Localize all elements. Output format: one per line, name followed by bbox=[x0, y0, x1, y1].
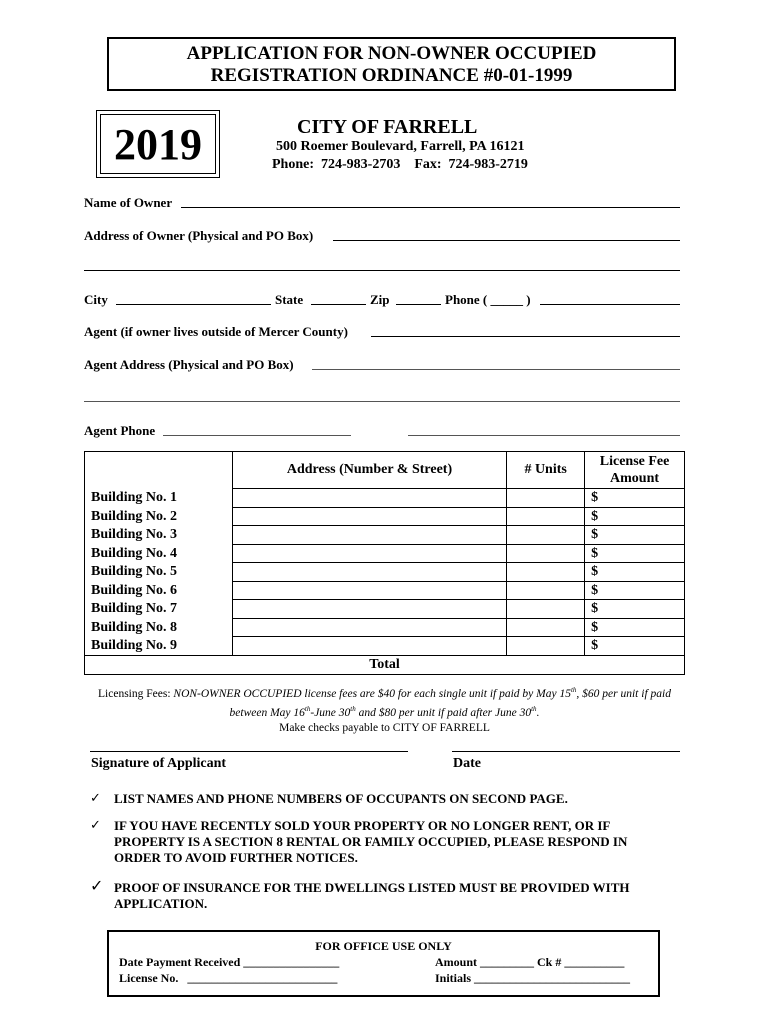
building-address-cell[interactable] bbox=[232, 618, 506, 637]
city-label: City bbox=[84, 292, 108, 307]
fees-sup-2: th bbox=[304, 704, 311, 713]
city-field[interactable] bbox=[116, 304, 271, 305]
table-row bbox=[85, 544, 685, 563]
building-address-cell[interactable] bbox=[232, 637, 506, 656]
form-title-line1: APPLICATION FOR NON-OWNER OCCUPIED bbox=[186, 43, 597, 64]
amount-check-number[interactable]: Amount _________ Ck # __________ bbox=[435, 955, 625, 969]
fees-text-c: -June 30 bbox=[310, 706, 351, 719]
fees-text-a: NON-OWNER OCCUPIED license fees are $40 for each single unit if paid by May 15 bbox=[173, 687, 571, 700]
checkmark-icon: ✓ bbox=[90, 791, 101, 806]
fees-text-e: . bbox=[536, 706, 540, 719]
agent-phone-field-2[interactable] bbox=[408, 435, 680, 436]
building-address-cell[interactable] bbox=[232, 563, 506, 582]
fees-sup-3: th bbox=[350, 704, 356, 713]
phone-field[interactable] bbox=[540, 304, 680, 305]
building-address-cell[interactable] bbox=[232, 581, 506, 600]
agent-name-field[interactable] bbox=[371, 336, 680, 337]
agent-phone-label: Agent Phone bbox=[84, 423, 156, 438]
notice-text-2: IF YOU HAVE RECENTLY SOLD YOUR PROPERTY OR NO LONGER RENT, OR IF PROPERTY IS A SECTION 8 RENTAL OR FAMILY OCCUPIED, PLEASE RESPOND IN ORDER TO AVOID FURTHER NOTICES. bbox=[114, 818, 628, 865]
date-payment-received[interactable]: Date Payment Received ________________ bbox=[119, 955, 340, 969]
state-label: State bbox=[275, 292, 304, 307]
building-fee-cell[interactable]: $ bbox=[585, 489, 685, 508]
building-units-cell[interactable] bbox=[507, 600, 585, 619]
fees-text-b: , $60 per unit if paid between May 16 bbox=[229, 687, 671, 719]
table-row bbox=[85, 526, 685, 545]
header-fee-line2: Amount bbox=[610, 471, 660, 486]
year-value: 2019 bbox=[100, 114, 216, 174]
building-label: Building No. 8 bbox=[85, 618, 233, 637]
city-name: CITY OF FARRELL bbox=[297, 116, 478, 138]
building-fee-cell[interactable]: $ bbox=[585, 563, 685, 582]
building-label: Building No. 2 bbox=[85, 507, 233, 526]
header-building-cell bbox=[85, 452, 233, 489]
building-label: Building No. 7 bbox=[85, 600, 233, 619]
total-label: Total bbox=[85, 655, 685, 674]
building-units-cell[interactable] bbox=[507, 544, 585, 563]
zip-label: Zip bbox=[370, 292, 390, 307]
building-units-cell[interactable] bbox=[507, 637, 585, 656]
fees-sup-1: th bbox=[570, 686, 577, 694]
total-row bbox=[85, 655, 685, 674]
building-fee-cell[interactable]: $ bbox=[585, 637, 685, 656]
building-units-cell[interactable] bbox=[507, 489, 585, 508]
year-box bbox=[96, 110, 220, 178]
license-number[interactable]: License No. _________________________ bbox=[119, 971, 338, 985]
office-use-box bbox=[107, 930, 660, 997]
fees-sup-4: th bbox=[531, 704, 537, 713]
building-units-cell[interactable] bbox=[507, 526, 585, 545]
building-fee-cell[interactable]: $ bbox=[585, 581, 685, 600]
owner-address-field-2[interactable] bbox=[84, 270, 680, 271]
building-units-cell[interactable] bbox=[507, 563, 585, 582]
building-fee-cell[interactable]: $ bbox=[585, 507, 685, 526]
building-label: Building No. 3 bbox=[85, 526, 233, 545]
header-address: Address (Number & Street) bbox=[232, 452, 506, 489]
building-address-cell[interactable] bbox=[232, 507, 506, 526]
table-row bbox=[85, 581, 685, 600]
building-address-cell[interactable] bbox=[232, 526, 506, 545]
notice-item-2 bbox=[90, 818, 680, 868]
table-row bbox=[85, 507, 685, 526]
form-title bbox=[107, 37, 676, 91]
building-fee-cell[interactable]: $ bbox=[585, 600, 685, 619]
buildings-table bbox=[84, 451, 685, 675]
zip-field[interactable] bbox=[396, 304, 441, 305]
building-label: Building No. 1 bbox=[85, 489, 233, 508]
building-address-cell[interactable] bbox=[232, 544, 506, 563]
notice-item-1 bbox=[90, 791, 680, 809]
owner-name-label: Name of Owner bbox=[84, 195, 173, 210]
table-row bbox=[85, 637, 685, 656]
building-address-cell[interactable] bbox=[232, 489, 506, 508]
agent-address-field[interactable] bbox=[312, 369, 680, 370]
building-fee-cell[interactable]: $ bbox=[585, 544, 685, 563]
header-fee-line1: License Fee bbox=[599, 454, 670, 469]
building-label: Building No. 4 bbox=[85, 544, 233, 563]
city-address: 500 Roemer Boulevard, Farrell, PA 16121 bbox=[276, 139, 525, 154]
header-fee bbox=[585, 452, 685, 489]
licensing-fees-note bbox=[84, 683, 685, 736]
building-label: Building No. 5 bbox=[85, 563, 233, 582]
table-header-row bbox=[85, 452, 685, 489]
initials[interactable]: Initials __________________________ bbox=[435, 971, 631, 985]
date-line[interactable] bbox=[452, 751, 680, 752]
table-row bbox=[85, 600, 685, 619]
table-row bbox=[85, 618, 685, 637]
checks-payable-note: Make checks payable to CITY OF FARRELL bbox=[279, 721, 490, 734]
form-title-line2: REGISTRATION ORDINANCE #0-01-1999 bbox=[210, 65, 573, 86]
signature-label: Signature of Applicant bbox=[91, 756, 227, 771]
building-label: Building No. 6 bbox=[85, 581, 233, 600]
notice-text-3: PROOF OF INSURANCE FOR THE DWELLINGS LISTED MUST BE PROVIDED WITH APPLICATION. bbox=[114, 880, 630, 911]
building-label: Building No. 9 bbox=[85, 637, 233, 656]
signature-line[interactable] bbox=[90, 751, 408, 752]
checkmark-icon: ✓ bbox=[90, 876, 104, 895]
checkmark-icon: ✓ bbox=[90, 818, 101, 833]
building-fee-cell[interactable]: $ bbox=[585, 526, 685, 545]
phone-label: Phone ( _____ ) bbox=[445, 292, 531, 307]
building-fee-cell[interactable]: $ bbox=[585, 618, 685, 637]
state-field[interactable] bbox=[311, 304, 366, 305]
agent-phone-field[interactable] bbox=[163, 435, 351, 436]
fees-prefix: Licensing Fees: bbox=[98, 687, 174, 700]
header-units: # Units bbox=[507, 452, 585, 489]
building-address-cell[interactable] bbox=[232, 600, 506, 619]
agent-name-label: Agent (if owner lives outside of Mercer County) bbox=[84, 324, 348, 339]
owner-address-field[interactable] bbox=[333, 240, 680, 241]
fees-text-d: and $80 per unit if paid after June 30 bbox=[355, 706, 532, 719]
owner-name-field[interactable] bbox=[181, 207, 680, 208]
building-units-cell[interactable] bbox=[507, 507, 585, 526]
city-phone-fax: Phone: 724-983-2703 Fax: 724-983-2719 bbox=[272, 157, 528, 172]
table-row bbox=[85, 489, 685, 508]
notice-text-1: LIST NAMES AND PHONE NUMBERS OF OCCUPANTS ON SECOND PAGE. bbox=[114, 791, 568, 806]
date-label: Date bbox=[453, 756, 481, 771]
agent-address-label: Agent Address (Physical and PO Box) bbox=[84, 357, 294, 372]
notice-item-3 bbox=[90, 876, 680, 914]
building-units-cell[interactable] bbox=[507, 618, 585, 637]
agent-address-field-2[interactable] bbox=[84, 401, 680, 402]
table-row bbox=[85, 563, 685, 582]
office-heading: FOR OFFICE USE ONLY bbox=[315, 939, 452, 953]
building-units-cell[interactable] bbox=[507, 581, 585, 600]
owner-address-label: Address of Owner (Physical and PO Box) bbox=[84, 228, 314, 243]
